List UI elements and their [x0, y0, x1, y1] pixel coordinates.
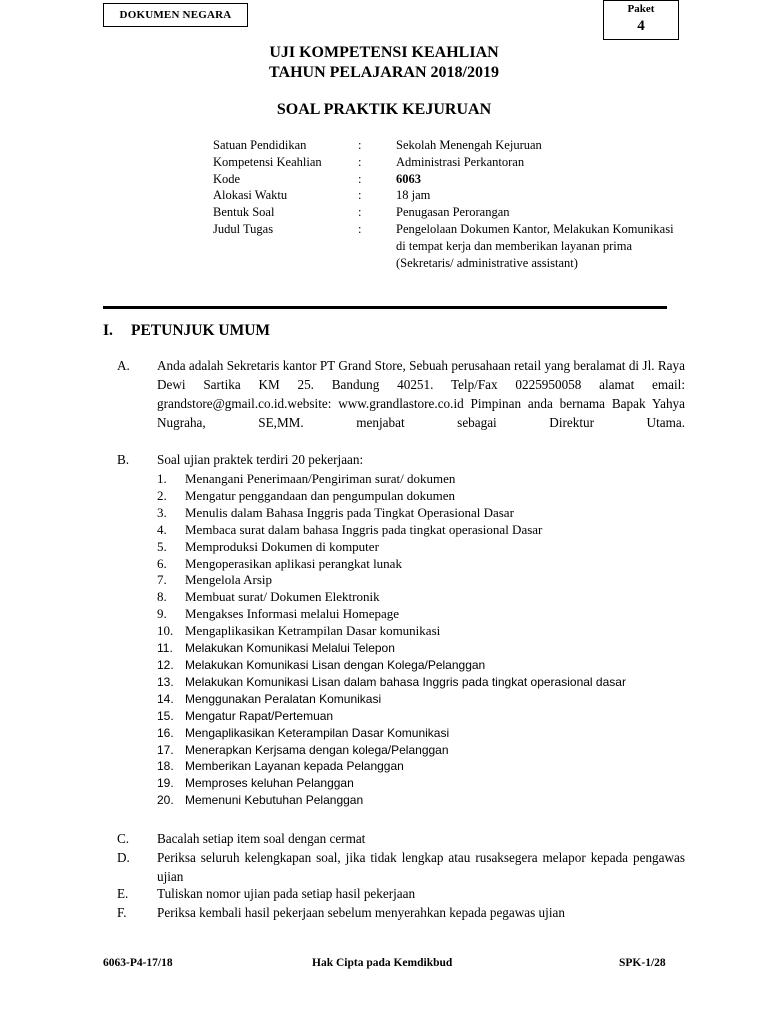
- list-item-number: 18.: [157, 759, 174, 774]
- info-sep: :: [358, 154, 362, 169]
- info-key: Satuan Pendidikan: [213, 138, 307, 152]
- list-item-number: 17.: [157, 742, 174, 757]
- list-item-number: 3.: [157, 504, 167, 520]
- info-value: 18 jam: [396, 188, 431, 203]
- list-item-number: 10.: [157, 623, 174, 639]
- info-sep: :: [358, 221, 362, 236]
- info-row-kode: [213, 171, 686, 188]
- info-value: Pengelolaan Dokumen Kantor, Melakukan Komunikasi di tempat kerja dan memberikan layanan prima (Sekretaris/ administrative assistant): [396, 221, 674, 270]
- list-item: [157, 725, 677, 742]
- footer-page-number: SPK-1/28: [619, 957, 666, 969]
- info-row-alokasi: [213, 187, 686, 204]
- list-item-number: 8.: [157, 589, 167, 605]
- instruction-e-mark: E.: [117, 886, 129, 901]
- list-item-number: 15.: [157, 708, 174, 723]
- info-key: Kode: [213, 171, 241, 186]
- instruction-f-text: [117, 903, 685, 922]
- list-item-text: Mengakses Informasi melalui Homepage: [185, 606, 400, 622]
- list-item-number: 16.: [157, 725, 174, 740]
- exam-year: TAHUN PELAJARAN 2018/2019: [269, 64, 499, 81]
- instruction-d-mark: D.: [117, 850, 130, 865]
- list-item-text: Melakukan Komunikasi Lisan dalam bahasa Inggris pada tingkat operasional dasar: [185, 674, 626, 689]
- instruction-c-text: [117, 829, 685, 848]
- info-key: Alokasi Waktu: [213, 188, 288, 203]
- list-item-number: 7.: [157, 572, 167, 588]
- list-item-number: 4.: [157, 521, 167, 537]
- list-item-number: 14.: [157, 691, 174, 706]
- list-item: [157, 623, 677, 640]
- list-item-number: 2.: [157, 487, 167, 503]
- list-item: [157, 589, 677, 606]
- info-sep: :: [358, 171, 362, 186]
- list-item: [157, 775, 677, 792]
- list-item: [157, 640, 677, 657]
- list-item-text: Menggunakan Peralatan Komunikasi: [185, 691, 382, 706]
- list-item: [157, 742, 677, 759]
- info-key: Bentuk Soal: [213, 205, 275, 220]
- list-item-text: Mengatur penggandaan dan pengumpulan dokumen: [185, 487, 456, 503]
- instruction-a: [117, 356, 685, 432]
- info-key: Judul Tugas: [213, 221, 274, 236]
- instruction-d: [117, 848, 685, 886]
- list-item-text: Memberikan Layanan kepada Pelanggan: [185, 759, 404, 774]
- instruction-a-mark: A.: [117, 358, 130, 373]
- info-value: Administrasi Perkantoran: [396, 154, 525, 169]
- list-item: [157, 792, 677, 809]
- list-item-text: Mengatur Rapat/Pertemuan: [185, 708, 334, 723]
- list-item-text: Melakukan Komunikasi Melalui Telepon: [185, 641, 395, 656]
- list-item: [157, 488, 677, 505]
- info-row-satuan: [213, 137, 686, 154]
- list-item-text: Membaca surat dalam bahasa Inggris pada tingkat operasional Dasar: [185, 521, 543, 537]
- list-item-number: 9.: [157, 606, 167, 622]
- instruction-c-body: Bacalah setiap item soal dengan cermat: [157, 831, 366, 846]
- list-item-text: Mengoperasikan aplikasi perangkat lunak: [185, 555, 402, 571]
- list-item-text: Menerapkan Kerjsama dengan kolega/Pelanggan: [185, 742, 449, 757]
- task-list: [157, 471, 677, 809]
- instruction-a-text: [117, 356, 685, 432]
- info-key: Kompetensi Keahlian: [213, 154, 322, 169]
- list-item: [157, 708, 677, 725]
- instruction-a-body: Anda adalah Sekretaris kantor PT Grand Store, Sebuah perusahaan retail yang beralamat di Jl. Raya Dewi Sartika KM 25. Bandung 40251. Telp/Fax 0225950058 alamat email: grandstore@gmail.co.id.website: www.grandlastore.co.id Pimpinan anda bernama Bapak Yahya Nugraha, SE,MM. menjabat sebagai Direktur Utama.: [157, 358, 685, 430]
- instruction-f: [117, 903, 685, 922]
- info-value: Penugasan Perorangan: [396, 205, 510, 220]
- section-divider: [103, 306, 667, 309]
- paket-number: 4: [637, 18, 645, 34]
- exam-subtitle: SOAL PRAKTIK KEJURUAN: [276, 101, 492, 118]
- list-item: [157, 471, 677, 488]
- instruction-b-text: [117, 450, 685, 469]
- list-item-text: Mengelola Arsip: [185, 572, 273, 588]
- instruction-d-text: [117, 848, 685, 886]
- instruction-e-body: Tuliskan nomor ujian pada setiap hasil pekerjaan: [157, 886, 416, 901]
- document-classification-label: DOKUMEN NEGARA: [103, 3, 248, 27]
- list-item-text: Menangani Penerimaan/Pengiriman surat/ dokumen: [185, 471, 456, 486]
- section-title: PETUNJUK UMUM: [131, 322, 271, 339]
- list-item-number: 20.: [157, 793, 174, 808]
- instruction-e-text: [117, 884, 685, 903]
- list-item: [157, 522, 677, 539]
- list-item-number: 1.: [157, 471, 167, 486]
- list-item-number: 13.: [157, 674, 174, 689]
- instruction-f-body: Periksa kembali hasil pekerjaan sebelum menyerahkan kepada pegawas ujian: [157, 905, 565, 920]
- list-item: [157, 539, 677, 556]
- list-item-number: 12.: [157, 657, 174, 672]
- instruction-b-mark: B.: [117, 452, 130, 467]
- info-sep: :: [358, 188, 362, 203]
- list-item-number: 6.: [157, 555, 167, 571]
- info-value: 6063: [396, 171, 421, 186]
- info-row-judul: [213, 221, 686, 271]
- instruction-c-mark: C.: [117, 831, 130, 846]
- list-item-text: Menulis dalam Bahasa Inggris pada Tingkat Operasional Dasar: [185, 504, 514, 520]
- instruction-b: [117, 450, 685, 469]
- paket-label: Paket: [627, 3, 655, 15]
- section-number: I.: [103, 322, 113, 339]
- instruction-f-mark: F.: [117, 905, 127, 920]
- section-heading: [103, 322, 270, 340]
- info-sep: :: [358, 138, 362, 152]
- paket-box: [603, 0, 679, 40]
- instruction-c: [117, 829, 685, 848]
- instruction-b-body: Soal ujian praktek terdiri 20 pekerjaan:: [157, 452, 364, 467]
- info-row-bentuk: [213, 204, 686, 221]
- info-sep: :: [358, 205, 362, 220]
- list-item-text: Memproduksi Dokumen di komputer: [185, 538, 379, 554]
- list-item: [157, 556, 677, 573]
- info-row-kompetensi: [213, 154, 686, 171]
- list-item-number: 19.: [157, 776, 174, 791]
- list-item-text: Mengaplikasikan Keterampilan Dasar Komunikasi: [185, 725, 450, 740]
- footer-doc-code: 6063-P4-17/18: [103, 957, 173, 969]
- exam-info-table: [213, 137, 686, 271]
- list-item-text: Mengaplikasikan Ketrampilan Dasar komunikasi: [185, 623, 441, 639]
- list-item: [157, 691, 677, 708]
- list-item: [157, 505, 677, 522]
- list-item-text: Memenuni Kebutuhan Pelanggan: [185, 793, 364, 808]
- list-item: [157, 657, 677, 674]
- list-item: [157, 758, 677, 775]
- footer-copyright: Hak Cipta pada Kemdikbud: [312, 957, 453, 969]
- exam-title: UJI KOMPETENSI KEAHLIAN: [269, 44, 499, 61]
- list-item: [157, 606, 677, 623]
- instruction-d-body: Periksa seluruh kelengkapan soal, jika tidak lengkap atau rusaksegera melapor kepada pengawas ujian: [157, 850, 685, 884]
- list-item-number: 5.: [157, 538, 167, 554]
- list-item: [157, 674, 677, 691]
- info-value: Sekolah Menengah Kejuruan: [396, 138, 542, 152]
- instruction-e: [117, 884, 685, 903]
- list-item-text: Membuat surat/ Dokumen Elektronik: [185, 589, 380, 605]
- list-item: [157, 572, 677, 589]
- list-item-number: 11.: [157, 641, 173, 656]
- list-item-text: Memproses keluhan Pelanggan: [185, 776, 354, 791]
- list-item-text: Melakukan Komunikasi Lisan dengan Kolega/Pelanggan: [185, 657, 486, 672]
